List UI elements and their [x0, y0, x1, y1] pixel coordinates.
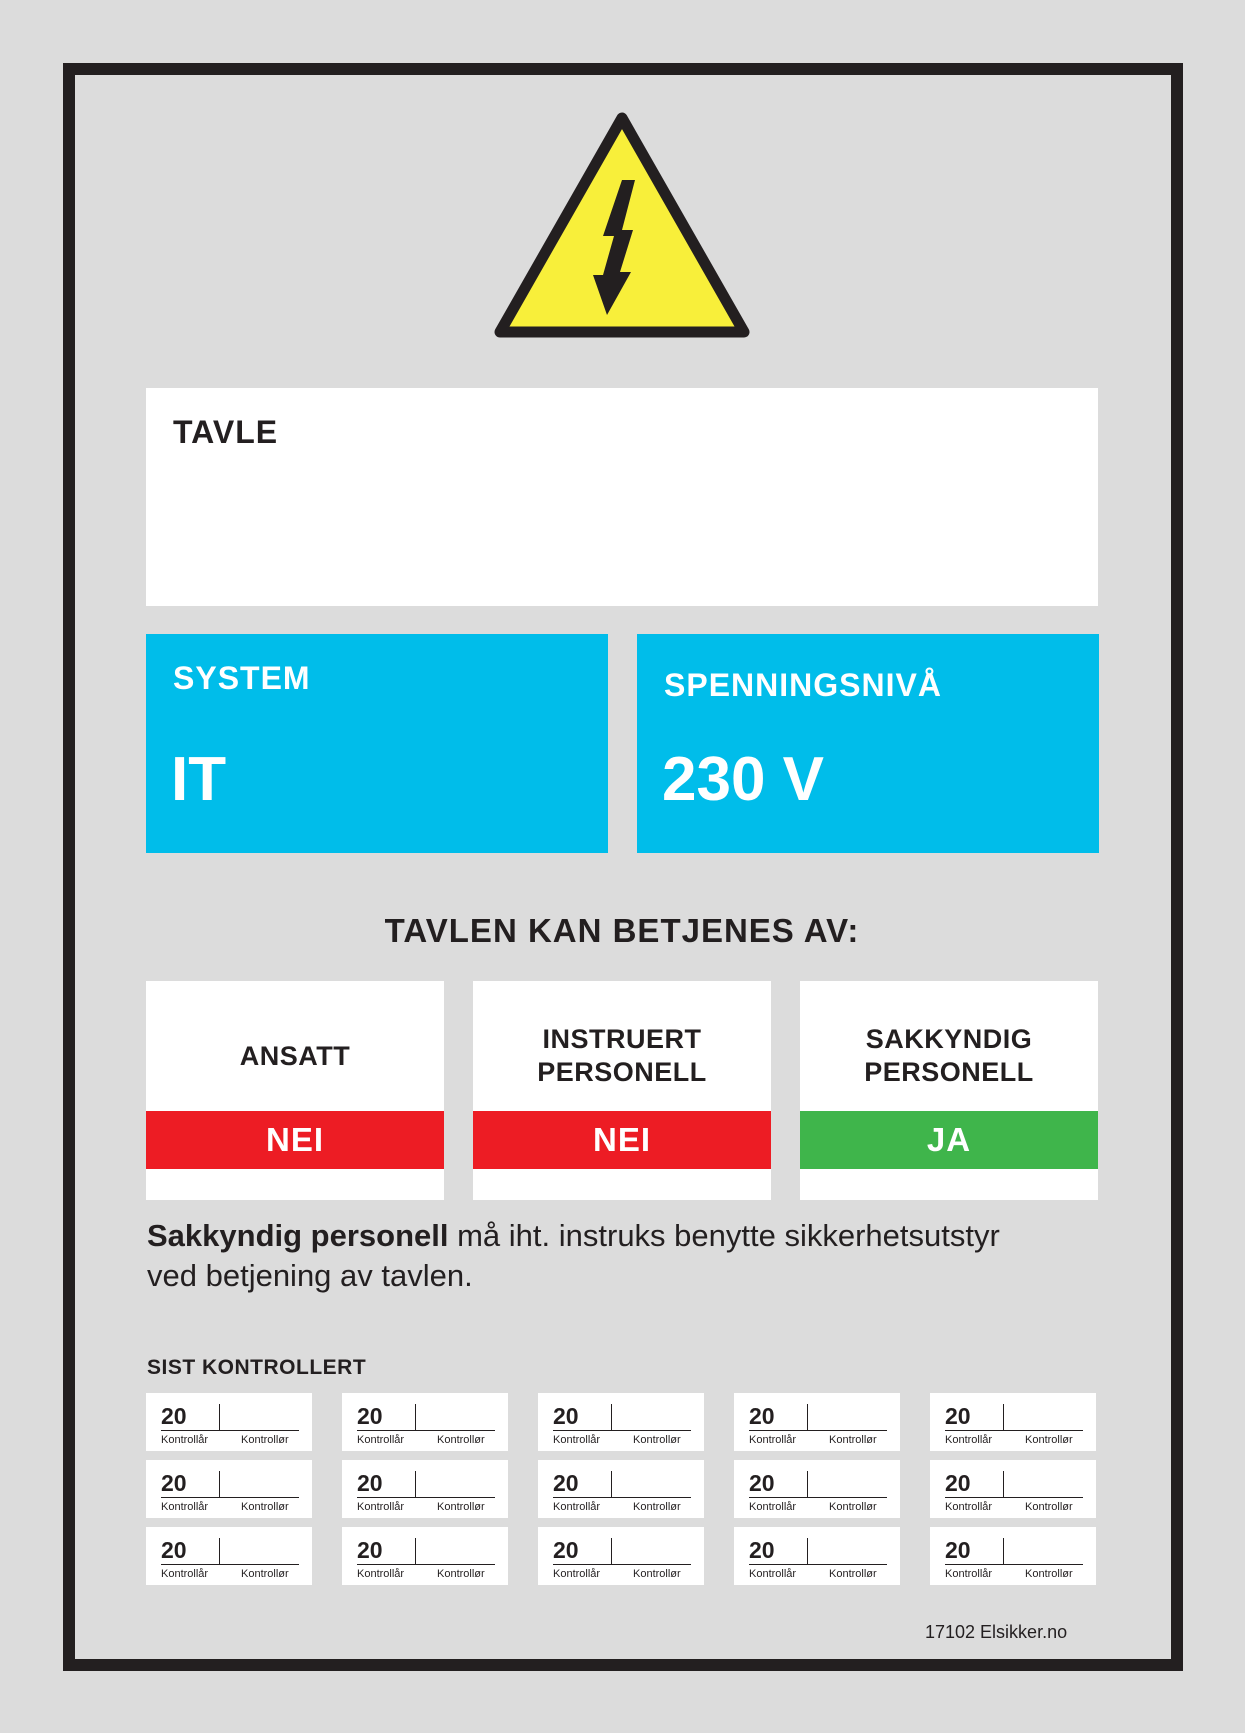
inspection-cell[interactable] — [146, 1527, 312, 1585]
inspection-year-label: Kontrollår — [749, 1434, 797, 1446]
inspection-year-prefix: 20 — [161, 1403, 187, 1429]
voltage-label: SPENNINGSNIVÅ — [664, 667, 942, 703]
inspection-year-label: Kontrollår — [161, 1501, 209, 1513]
inspection-year-prefix: 20 — [357, 1403, 383, 1429]
inspection-year-prefix: 20 — [357, 1537, 383, 1563]
permission-card-instructed — [473, 981, 771, 1200]
inspection-cell[interactable] — [930, 1527, 1096, 1585]
inspection-year-prefix: 20 — [357, 1470, 383, 1496]
inspection-year-prefix: 20 — [749, 1537, 775, 1563]
write-line — [357, 1497, 495, 1498]
divider — [807, 1404, 808, 1430]
write-line — [161, 1497, 299, 1498]
divider — [611, 1471, 612, 1497]
permission-title-line1: INSTRUERT — [542, 1024, 702, 1054]
divider — [415, 1538, 416, 1564]
inspector-label: Kontrollør — [437, 1568, 485, 1580]
write-line — [749, 1564, 887, 1565]
inspection-year-prefix: 20 — [161, 1537, 187, 1563]
inspection-year-label: Kontrollår — [945, 1501, 993, 1513]
inspection-cell[interactable] — [930, 1393, 1096, 1451]
inspection-cell[interactable] — [146, 1460, 312, 1518]
inspection-year-prefix: 20 — [553, 1470, 579, 1496]
inspection-cell[interactable] — [734, 1393, 900, 1451]
tavle-label: TAVLE — [173, 414, 279, 450]
inspection-year-prefix: 20 — [749, 1403, 775, 1429]
write-line — [553, 1564, 691, 1565]
permission-status-badge: NEI — [146, 1111, 444, 1169]
divider — [807, 1471, 808, 1497]
divider — [415, 1404, 416, 1430]
divider — [611, 1404, 612, 1430]
inspector-label: Kontrollør — [829, 1434, 877, 1446]
inspection-year-prefix: 20 — [749, 1470, 775, 1496]
inspection-year-label: Kontrollår — [553, 1434, 601, 1446]
voltage-value: 230 V — [662, 745, 825, 814]
inspection-year-label: Kontrollår — [161, 1568, 209, 1580]
inspection-year-prefix: 20 — [553, 1537, 579, 1563]
inspection-grid — [146, 1393, 1098, 1585]
write-line — [553, 1430, 691, 1431]
system-box — [146, 634, 608, 853]
inspection-cell[interactable] — [538, 1527, 704, 1585]
operated-by-heading: TAVLEN KAN BETJENES AV: — [384, 912, 860, 949]
inspector-label: Kontrollør — [241, 1501, 289, 1513]
inspection-year-label: Kontrollår — [357, 1568, 405, 1580]
inspection-cell[interactable] — [734, 1460, 900, 1518]
divider — [611, 1538, 612, 1564]
permission-status-badge: NEI — [473, 1111, 771, 1169]
permission-status-badge: JA — [800, 1111, 1098, 1169]
inspection-year-label: Kontrollår — [161, 1434, 209, 1446]
last-checked-label: SIST KONTROLLERT — [147, 1356, 367, 1379]
inspection-year-label: Kontrollår — [553, 1568, 601, 1580]
divider — [219, 1538, 220, 1564]
inspection-year-prefix: 20 — [945, 1537, 971, 1563]
system-value: IT — [171, 745, 227, 814]
inspector-label: Kontrollør — [1025, 1434, 1073, 1446]
inspection-year-label: Kontrollår — [749, 1568, 797, 1580]
inspection-year-prefix: 20 — [945, 1403, 971, 1429]
permission-card-employee — [146, 981, 444, 1200]
write-line — [749, 1430, 887, 1431]
inspector-label: Kontrollør — [829, 1501, 877, 1513]
inspector-label: Kontrollør — [437, 1434, 485, 1446]
permission-title-line1: ANSATT — [239, 1040, 351, 1071]
inspector-label: Kontrollør — [241, 1568, 289, 1580]
write-line — [749, 1497, 887, 1498]
divider — [415, 1471, 416, 1497]
write-line — [357, 1430, 495, 1431]
permission-title — [146, 1001, 444, 1111]
inspection-cell[interactable] — [146, 1393, 312, 1451]
inspection-cell[interactable] — [342, 1393, 508, 1451]
write-line — [945, 1564, 1083, 1565]
divider — [1003, 1471, 1004, 1497]
permission-title — [800, 1001, 1098, 1111]
divider — [1003, 1538, 1004, 1564]
inspector-label: Kontrollør — [241, 1434, 289, 1446]
system-label: SYSTEM — [173, 660, 311, 696]
permission-title — [473, 1001, 771, 1111]
inspector-label: Kontrollør — [633, 1434, 681, 1446]
inspection-cell[interactable] — [538, 1393, 704, 1451]
permission-title-line2: PERSONELL — [864, 1057, 1034, 1087]
inspection-year-label: Kontrollår — [357, 1501, 405, 1513]
inspector-label: Kontrollør — [1025, 1501, 1073, 1513]
inspection-cell[interactable] — [734, 1527, 900, 1585]
inspection-year-label: Kontrollår — [553, 1501, 601, 1513]
product-code: 17102 Elsikker.no — [925, 1622, 1068, 1642]
permission-title-line2: PERSONELL — [537, 1057, 707, 1087]
inspection-cell[interactable] — [930, 1460, 1096, 1518]
write-line — [357, 1564, 495, 1565]
high-voltage-warning-icon — [492, 110, 752, 340]
inspector-label: Kontrollør — [1025, 1568, 1073, 1580]
inspection-cell[interactable] — [538, 1460, 704, 1518]
write-line — [945, 1497, 1083, 1498]
inspection-year-label: Kontrollår — [749, 1501, 797, 1513]
write-line — [553, 1497, 691, 1498]
divider — [219, 1471, 220, 1497]
safety-note-text: må iht. instruks benytte sikkerhetsutstyr — [448, 1218, 1000, 1253]
inspection-year-prefix: 20 — [553, 1403, 579, 1429]
write-line — [945, 1430, 1083, 1431]
inspection-year-label: Kontrollår — [945, 1568, 993, 1580]
tavle-field — [146, 388, 1098, 606]
safety-note-bold: Sakkyndig personell — [147, 1218, 449, 1253]
inspector-label: Kontrollør — [829, 1568, 877, 1580]
divider — [219, 1404, 220, 1430]
safety-note-line2: ved betjening av tavlen. — [147, 1258, 473, 1293]
divider — [807, 1538, 808, 1564]
divider — [1003, 1404, 1004, 1430]
inspection-cell[interactable] — [342, 1527, 508, 1585]
permission-card-expert — [800, 981, 1098, 1200]
inspector-label: Kontrollør — [437, 1501, 485, 1513]
inspector-label: Kontrollør — [633, 1501, 681, 1513]
voltage-box — [637, 634, 1099, 853]
inspection-year-prefix: 20 — [161, 1470, 187, 1496]
permission-title-line1: SAKKYNDIG — [865, 1024, 1033, 1054]
inspector-label: Kontrollør — [633, 1568, 681, 1580]
write-line — [161, 1564, 299, 1565]
inspection-year-label: Kontrollår — [945, 1434, 993, 1446]
inspection-year-label: Kontrollår — [357, 1434, 405, 1446]
safety-note — [147, 1216, 1107, 1296]
write-line — [161, 1430, 299, 1431]
inspection-year-prefix: 20 — [945, 1470, 971, 1496]
inspection-cell[interactable] — [342, 1460, 508, 1518]
